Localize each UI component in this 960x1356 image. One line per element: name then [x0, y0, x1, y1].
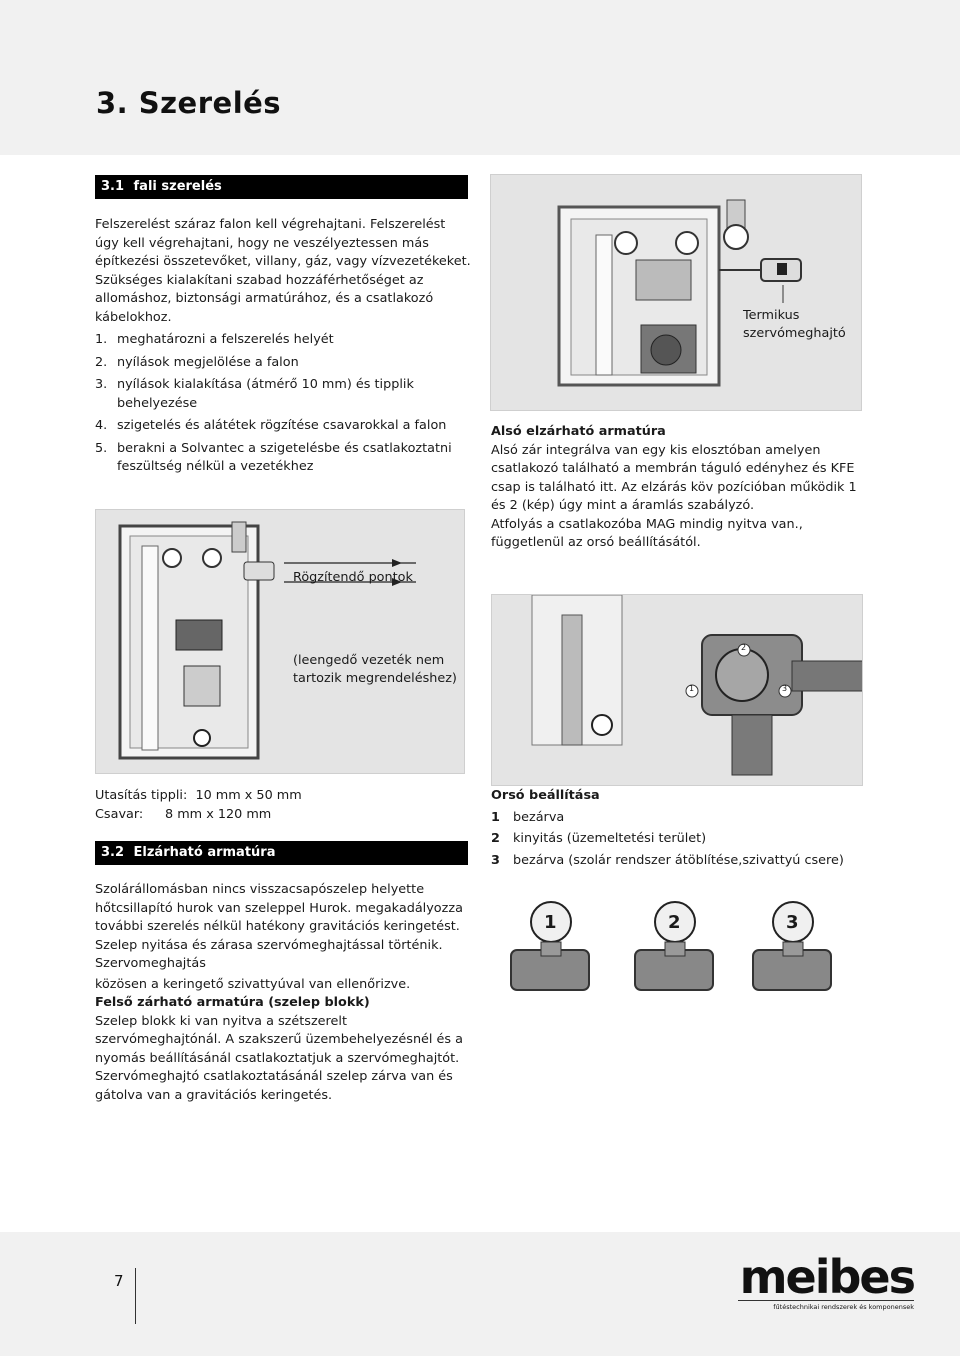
station-servo-figure [490, 174, 862, 411]
section-3-2-paragraph: közösen a keringető szivattyúval van ellenőrizve. [95, 976, 411, 992]
valve-illustration [492, 595, 863, 786]
section-3-2-paragraph: Szolárállomásban nincs visszacsapószelep helyette hőtcsillapító hurok van szeleppel Hurok. megakadályozza további szerelés nélkül hatékony gravitációs keringetést. Szelep nyitása és zárasa szervómeghajtással történik. Szervomeghajtás [95, 882, 463, 971]
section-heading: fali szerelés [133, 179, 222, 194]
logo-tagline: fűtéstechnikai rendszerek és komponensek [738, 1300, 914, 1311]
spindle-settings [491, 787, 871, 870]
upper-valve-block [95, 994, 471, 1105]
spindle-number-2: 2 [668, 912, 681, 933]
spec-row: Utasítás tippli: 10 mm x 50 mm [95, 788, 302, 803]
setting-item: 2 kinyitás (üzemeltetési terület) [491, 831, 707, 846]
upper-valve-paragraph: Szelep blokk ki van nyitva a szétszerelt szervómeghajtónál. A szakszerű üzembehelyezésnél és a nyomás beállításánál csatlakoztatjuk a szervómeghajtót. Szervómeghajtó csatlakoztatásánál szelep zárva van és gátolva van a gravitációs keringetés. [95, 1013, 463, 1103]
step-item: 4. szigetelés és alátétek rögzítése csavarokkal a falon [95, 418, 447, 433]
dowel-specs [95, 787, 395, 824]
header-band [0, 0, 960, 155]
page-number: 7 [114, 1272, 124, 1290]
page-title: 3. Szerelés [96, 86, 282, 120]
step-item: 2. nyílások megjelölése a falon [95, 354, 299, 370]
spindle-illustration [491, 888, 863, 1000]
valve-label-1: 1 [689, 684, 695, 693]
section-number: 3.2 [101, 845, 125, 860]
section-3-2-header [95, 841, 468, 865]
section-3-1-body [95, 216, 471, 477]
setting-item: 1 bezárva [491, 809, 565, 825]
spindle-number-1: 1 [544, 912, 557, 933]
valve-detail-figure [491, 594, 863, 786]
servo-callout: Termikus szervómeghajtó [743, 308, 846, 341]
valve-label-2: 2 [741, 643, 747, 652]
mounting-illustration [96, 510, 465, 774]
logo-word: meibes [739, 1250, 914, 1304]
step-item: 1. meghatározni a felszerelés helyét [95, 332, 334, 347]
station-illustration [491, 175, 862, 411]
section-number: 3.1 [101, 179, 125, 194]
page-divider [135, 1268, 136, 1324]
meibes-logo [738, 1250, 914, 1318]
lower-valve-paragraph: Atfolyás a csatlakozóba MAG mindig nyitva van., függetlenül az orsó beállításától. [491, 516, 803, 550]
lower-valve-heading: Alsó elzárható armatúra [491, 424, 666, 439]
section-heading: Elzárható armatúra [133, 845, 276, 860]
station-mounting-figure [95, 509, 465, 774]
lower-valve-paragraph: Alsó zár integrálva van egy kis elosztóban amelyen csatlakozó található a membrán táguló edényhez és KFE csap is található itt. Az elzárás köv pozícióban működik 1 és 2 (kép) úgy mint a áramlás szabályzó. [491, 442, 857, 513]
spindle-positions-figure [491, 888, 863, 1000]
mounting-points-callout: Rögzítendő pontok [293, 570, 413, 585]
spec-row: Csavar: 8 mm x 120 mm [95, 806, 272, 822]
spindle-number-3: 3 [786, 912, 799, 933]
section-3-1-header [95, 175, 468, 199]
intro-paragraph: Felszerelést száraz falon kell végrehajtani. Felszerelést úgy kell végrehajtani, hogy ne veszélyeztessen más építkezési összetevőket, villany, gáz, vagy vízvezetékeket. Szükséges kialakítani szabad hozzáférhetőséget az allomáshoz, biztonsági armatúrához, és a csatlakozó kábelokhoz. [95, 217, 471, 325]
step-item: 5. berakni a Solvantec a szigetelésbe és csatlakoztatni feszültség nélkül a vezetékhez [95, 440, 452, 474]
lower-valve-block [491, 423, 871, 553]
valve-label-3: 3 [782, 684, 788, 693]
drain-pipe-callout: (leengedő vezeték nem tartozik megrendeléshez) [293, 653, 457, 686]
section-3-2-body [95, 881, 471, 994]
upper-valve-heading: Felső zárható armatúra (szelep blokk) [95, 995, 370, 1010]
setting-item: 3 bezárva (szolár rendszer átöblítése,szivattyú csere) [491, 852, 844, 868]
spindle-heading: Orsó beállítása [491, 788, 600, 803]
step-item: 3. nyílások kialakítása (átmérő 10 mm) és tipplik behelyezése [95, 377, 414, 411]
